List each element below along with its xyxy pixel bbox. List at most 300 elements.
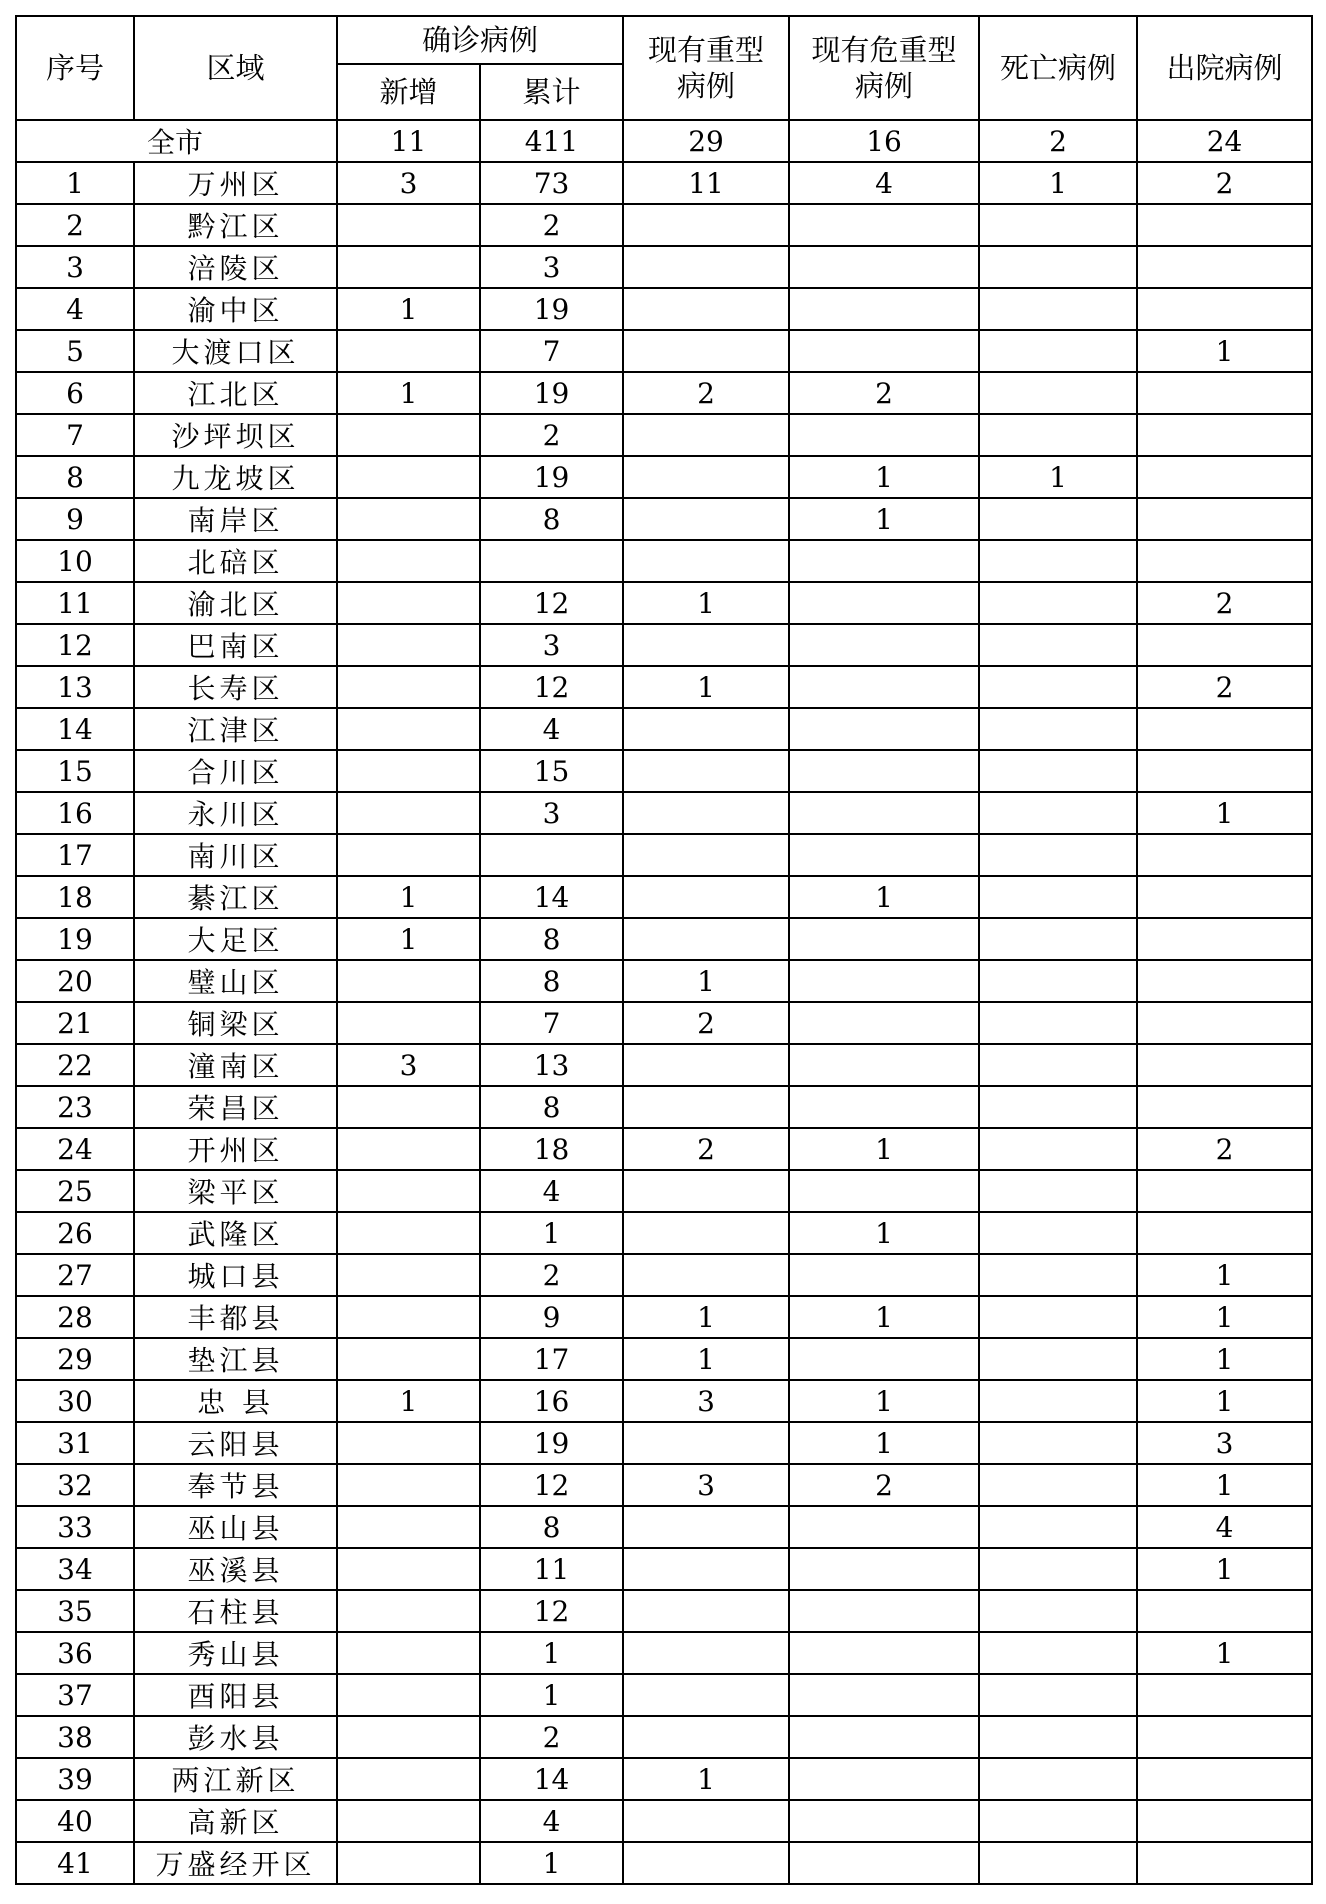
critical-cell: 1 xyxy=(789,1296,979,1338)
seq-cell: 2 xyxy=(16,204,134,246)
confirmed-total-cell: 12 xyxy=(480,1464,623,1506)
seq-cell: 39 xyxy=(16,1758,134,1800)
critical-cell: 1 xyxy=(789,456,979,498)
critical-cell xyxy=(789,960,979,1002)
table-row xyxy=(16,1800,1312,1842)
seq-cell: 24 xyxy=(16,1128,134,1170)
critical-cell xyxy=(789,1674,979,1716)
table-row xyxy=(16,792,1312,834)
discharged-cell: 2 xyxy=(1137,1128,1312,1170)
seq-cell: 38 xyxy=(16,1716,134,1758)
deaths-cell xyxy=(979,1422,1137,1464)
confirmed-new-cell xyxy=(337,1212,480,1254)
region-cell: 荣昌区 xyxy=(134,1086,337,1128)
confirmed-new-cell xyxy=(337,1422,480,1464)
seq-cell: 40 xyxy=(16,1800,134,1842)
deaths-cell xyxy=(979,372,1137,414)
severe-cell: 3 xyxy=(623,1380,789,1422)
confirmed-total-cell: 12 xyxy=(480,582,623,624)
severe-cell xyxy=(623,708,789,750)
region-cell: 大渡口区 xyxy=(134,330,337,372)
confirmed-total-cell: 8 xyxy=(480,1506,623,1548)
discharged-cell xyxy=(1137,960,1312,1002)
discharged-cell xyxy=(1137,834,1312,876)
seq-cell: 17 xyxy=(16,834,134,876)
critical-cell xyxy=(789,1632,979,1674)
region-cell: 巫山县 xyxy=(134,1506,337,1548)
confirmed-new-cell xyxy=(337,498,480,540)
confirmed-total-cell: 2 xyxy=(480,1716,623,1758)
region-cell: 渝中区 xyxy=(134,288,337,330)
discharged-cell: 4 xyxy=(1137,1506,1312,1548)
discharged-cell: 1 xyxy=(1137,792,1312,834)
confirmed-new-cell: 1 xyxy=(337,1380,480,1422)
severe-cell xyxy=(623,1632,789,1674)
seq-cell: 4 xyxy=(16,288,134,330)
table-row xyxy=(16,1212,1312,1254)
table-row xyxy=(16,1506,1312,1548)
seq-cell: 26 xyxy=(16,1212,134,1254)
table-row xyxy=(16,1842,1312,1884)
deaths-cell xyxy=(979,1548,1137,1590)
seq-cell: 31 xyxy=(16,1422,134,1464)
table-row xyxy=(16,834,1312,876)
severe-cell xyxy=(623,1548,789,1590)
severe-cell xyxy=(623,834,789,876)
discharged-cell: 1 xyxy=(1137,1296,1312,1338)
table-row xyxy=(16,1548,1312,1590)
deaths-cell xyxy=(979,1128,1137,1170)
critical-cell: 2 xyxy=(789,1464,979,1506)
seq-cell: 15 xyxy=(16,750,134,792)
discharged-cell xyxy=(1137,1842,1312,1884)
discharged-cell xyxy=(1137,498,1312,540)
severe-cell: 2 xyxy=(623,1002,789,1044)
region-cell: 江津区 xyxy=(134,708,337,750)
header-severe: 现有重型病例 xyxy=(623,16,789,120)
discharged-cell xyxy=(1137,708,1312,750)
confirmed-total-cell: 7 xyxy=(480,330,623,372)
confirmed-new-cell: 3 xyxy=(337,1044,480,1086)
table-row xyxy=(16,1674,1312,1716)
critical-cell xyxy=(789,330,979,372)
critical-cell: 4 xyxy=(789,162,979,204)
seq-cell: 25 xyxy=(16,1170,134,1212)
confirmed-new-cell: 1 xyxy=(337,918,480,960)
severe-cell xyxy=(623,246,789,288)
severe-cell: 2 xyxy=(623,1128,789,1170)
discharged-cell: 2 xyxy=(1137,666,1312,708)
severe-cell xyxy=(623,204,789,246)
discharged-cell: 1 xyxy=(1137,1338,1312,1380)
seq-cell: 34 xyxy=(16,1548,134,1590)
severe-cell xyxy=(623,1506,789,1548)
seq-cell: 1 xyxy=(16,162,134,204)
confirmed-total-cell: 2 xyxy=(480,204,623,246)
discharged-cell xyxy=(1137,1002,1312,1044)
severe-cell: 2 xyxy=(623,372,789,414)
discharged-cell xyxy=(1137,1212,1312,1254)
table-row xyxy=(16,1254,1312,1296)
deaths-cell xyxy=(979,1716,1137,1758)
discharged-cell xyxy=(1137,246,1312,288)
confirmed-total-cell: 11 xyxy=(480,1548,623,1590)
discharged-cell xyxy=(1137,456,1312,498)
region-cell: 九龙坡区 xyxy=(134,456,337,498)
deaths-cell xyxy=(979,1296,1137,1338)
discharged-cell xyxy=(1137,1590,1312,1632)
header-discharged: 出院病例 xyxy=(1137,16,1312,120)
severe-cell: 1 xyxy=(623,582,789,624)
discharged-cell xyxy=(1137,414,1312,456)
region-cell: 彭水县 xyxy=(134,1716,337,1758)
confirmed-new-cell xyxy=(337,246,480,288)
deaths-cell xyxy=(979,624,1137,666)
region-cell: 北碚区 xyxy=(134,540,337,582)
confirmed-new-cell xyxy=(337,1674,480,1716)
table-row xyxy=(16,750,1312,792)
discharged-cell xyxy=(1137,876,1312,918)
discharged-cell xyxy=(1137,750,1312,792)
region-cell: 武隆区 xyxy=(134,1212,337,1254)
table-row xyxy=(16,204,1312,246)
severe-cell xyxy=(623,498,789,540)
region-cell: 潼南区 xyxy=(134,1044,337,1086)
confirmed-total-cell: 1 xyxy=(480,1632,623,1674)
discharged-cell: 2 xyxy=(1137,582,1312,624)
critical-cell xyxy=(789,792,979,834)
seq-cell: 20 xyxy=(16,960,134,1002)
confirmed-new-cell xyxy=(337,1464,480,1506)
summary-deaths: 2 xyxy=(979,120,1137,162)
deaths-cell: 1 xyxy=(979,456,1137,498)
severe-cell: 1 xyxy=(623,666,789,708)
confirmed-new-cell: 1 xyxy=(337,288,480,330)
severe-cell: 11 xyxy=(623,162,789,204)
seq-cell: 18 xyxy=(16,876,134,918)
table-row xyxy=(16,498,1312,540)
header-confirmed-total: 累计 xyxy=(480,64,623,120)
seq-cell: 11 xyxy=(16,582,134,624)
table-row xyxy=(16,1758,1312,1800)
severe-cell xyxy=(623,540,789,582)
severe-cell xyxy=(623,1590,789,1632)
seq-cell: 21 xyxy=(16,1002,134,1044)
severe-cell: 1 xyxy=(623,1758,789,1800)
seq-cell: 6 xyxy=(16,372,134,414)
critical-cell xyxy=(789,1170,979,1212)
critical-cell xyxy=(789,414,979,456)
table-row xyxy=(16,288,1312,330)
region-cell: 丰都县 xyxy=(134,1296,337,1338)
table-row xyxy=(16,1590,1312,1632)
confirmed-new-cell xyxy=(337,204,480,246)
confirmed-total-cell: 7 xyxy=(480,1002,623,1044)
summary-total: 411 xyxy=(480,120,623,162)
region-cell: 垫江县 xyxy=(134,1338,337,1380)
header-confirmed: 确诊病例 xyxy=(337,16,623,64)
table-row xyxy=(16,1380,1312,1422)
deaths-cell xyxy=(979,1212,1137,1254)
table-row xyxy=(16,330,1312,372)
header-deaths: 死亡病例 xyxy=(979,16,1137,120)
discharged-cell xyxy=(1137,1716,1312,1758)
region-cell: 酉阳县 xyxy=(134,1674,337,1716)
critical-cell: 1 xyxy=(789,876,979,918)
deaths-cell xyxy=(979,1506,1137,1548)
table-row xyxy=(16,372,1312,414)
confirmed-new-cell xyxy=(337,1548,480,1590)
header-region: 区域 xyxy=(134,16,337,120)
confirmed-total-cell: 1 xyxy=(480,1212,623,1254)
severe-cell xyxy=(623,1212,789,1254)
table-row xyxy=(16,1296,1312,1338)
table-row xyxy=(16,414,1312,456)
severe-cell xyxy=(623,414,789,456)
severe-cell xyxy=(623,1674,789,1716)
seq-cell: 23 xyxy=(16,1086,134,1128)
confirmed-new-cell xyxy=(337,456,480,498)
critical-cell xyxy=(789,582,979,624)
deaths-cell xyxy=(979,288,1137,330)
severe-cell xyxy=(623,1800,789,1842)
confirmed-total-cell: 8 xyxy=(480,960,623,1002)
summary-new: 11 xyxy=(337,120,480,162)
confirmed-total-cell: 8 xyxy=(480,1086,623,1128)
discharged-cell: 1 xyxy=(1137,1464,1312,1506)
table-row xyxy=(16,1002,1312,1044)
region-cell: 高新区 xyxy=(134,1800,337,1842)
critical-cell xyxy=(789,204,979,246)
seq-cell: 22 xyxy=(16,1044,134,1086)
seq-cell: 27 xyxy=(16,1254,134,1296)
confirmed-total-cell: 16 xyxy=(480,1380,623,1422)
confirmed-new-cell xyxy=(337,1086,480,1128)
confirmed-new-cell xyxy=(337,1296,480,1338)
region-cell: 忠 县 xyxy=(134,1380,337,1422)
discharged-cell: 1 xyxy=(1137,1548,1312,1590)
confirmed-new-cell xyxy=(337,1254,480,1296)
critical-cell xyxy=(789,1086,979,1128)
severe-cell xyxy=(623,876,789,918)
critical-cell xyxy=(789,708,979,750)
table-row xyxy=(16,1086,1312,1128)
deaths-cell xyxy=(979,1338,1137,1380)
critical-cell: 2 xyxy=(789,372,979,414)
confirmed-new-cell xyxy=(337,582,480,624)
region-cell: 秀山县 xyxy=(134,1632,337,1674)
confirmed-total-cell: 19 xyxy=(480,456,623,498)
confirmed-new-cell: 3 xyxy=(337,162,480,204)
region-cell: 黔江区 xyxy=(134,204,337,246)
table-row xyxy=(16,582,1312,624)
critical-cell xyxy=(789,1800,979,1842)
confirmed-total-cell: 8 xyxy=(480,498,623,540)
region-cell: 万盛经开区 xyxy=(134,1842,337,1884)
severe-cell xyxy=(623,330,789,372)
discharged-cell: 3 xyxy=(1137,1422,1312,1464)
table-row xyxy=(16,1044,1312,1086)
seq-cell: 41 xyxy=(16,1842,134,1884)
critical-cell xyxy=(789,1254,979,1296)
critical-cell xyxy=(789,1548,979,1590)
seq-cell: 30 xyxy=(16,1380,134,1422)
confirmed-new-cell xyxy=(337,330,480,372)
critical-cell: 1 xyxy=(789,498,979,540)
seq-cell: 35 xyxy=(16,1590,134,1632)
discharged-cell xyxy=(1137,288,1312,330)
table-body xyxy=(16,120,1312,1884)
severe-cell xyxy=(623,1170,789,1212)
confirmed-total-cell: 18 xyxy=(480,1128,623,1170)
confirmed-total-cell: 15 xyxy=(480,750,623,792)
summary-severe: 29 xyxy=(623,120,789,162)
discharged-cell: 1 xyxy=(1137,1632,1312,1674)
seq-cell: 37 xyxy=(16,1674,134,1716)
confirmed-total-cell: 3 xyxy=(480,792,623,834)
confirmed-new-cell xyxy=(337,750,480,792)
deaths-cell xyxy=(979,666,1137,708)
confirmed-total-cell: 17 xyxy=(480,1338,623,1380)
region-cell: 奉节县 xyxy=(134,1464,337,1506)
confirmed-total-cell: 3 xyxy=(480,624,623,666)
seq-cell: 28 xyxy=(16,1296,134,1338)
confirmed-new-cell xyxy=(337,1716,480,1758)
critical-cell: 1 xyxy=(789,1212,979,1254)
region-cell: 南岸区 xyxy=(134,498,337,540)
discharged-cell xyxy=(1137,1170,1312,1212)
deaths-cell xyxy=(979,498,1137,540)
deaths-cell xyxy=(979,918,1137,960)
confirmed-new-cell xyxy=(337,1632,480,1674)
seq-cell: 33 xyxy=(16,1506,134,1548)
confirmed-new-cell xyxy=(337,1170,480,1212)
discharged-cell: 1 xyxy=(1137,1380,1312,1422)
confirmed-total-cell: 9 xyxy=(480,1296,623,1338)
severe-cell xyxy=(623,1044,789,1086)
confirmed-new-cell xyxy=(337,1002,480,1044)
region-cell: 璧山区 xyxy=(134,960,337,1002)
region-cell: 涪陵区 xyxy=(134,246,337,288)
discharged-cell: 1 xyxy=(1137,330,1312,372)
critical-cell: 1 xyxy=(789,1380,979,1422)
confirmed-new-cell xyxy=(337,1128,480,1170)
summary-row xyxy=(16,120,1312,162)
confirmed-new-cell xyxy=(337,540,480,582)
deaths-cell xyxy=(979,1758,1137,1800)
critical-cell xyxy=(789,288,979,330)
region-cell: 石柱县 xyxy=(134,1590,337,1632)
critical-cell xyxy=(789,1716,979,1758)
deaths-cell xyxy=(979,792,1137,834)
discharged-cell xyxy=(1137,372,1312,414)
table-row xyxy=(16,960,1312,1002)
seq-cell: 10 xyxy=(16,540,134,582)
deaths-cell xyxy=(979,330,1137,372)
seq-cell: 29 xyxy=(16,1338,134,1380)
critical-cell xyxy=(789,834,979,876)
deaths-cell xyxy=(979,1002,1137,1044)
header-critical: 现有危重型病例 xyxy=(789,16,979,120)
table-row xyxy=(16,1464,1312,1506)
critical-cell xyxy=(789,1758,979,1800)
discharged-cell xyxy=(1137,918,1312,960)
deaths-cell xyxy=(979,1632,1137,1674)
region-cell: 两江新区 xyxy=(134,1758,337,1800)
confirmed-total-cell: 3 xyxy=(480,246,623,288)
region-cell: 大足区 xyxy=(134,918,337,960)
severe-cell: 1 xyxy=(623,960,789,1002)
summary-critical: 16 xyxy=(789,120,979,162)
deaths-cell xyxy=(979,1800,1137,1842)
seq-cell: 19 xyxy=(16,918,134,960)
region-cell: 巴南区 xyxy=(134,624,337,666)
confirmed-new-cell xyxy=(337,414,480,456)
deaths-cell xyxy=(979,1254,1137,1296)
confirmed-new-cell xyxy=(337,1590,480,1632)
deaths-cell xyxy=(979,582,1137,624)
confirmed-total-cell: 19 xyxy=(480,372,623,414)
severe-cell: 3 xyxy=(623,1464,789,1506)
seq-cell: 16 xyxy=(16,792,134,834)
confirmed-total-cell: 1 xyxy=(480,1674,623,1716)
region-cell: 开州区 xyxy=(134,1128,337,1170)
region-cell: 梁平区 xyxy=(134,1170,337,1212)
table-row xyxy=(16,162,1312,204)
critical-cell xyxy=(789,666,979,708)
confirmed-new-cell xyxy=(337,708,480,750)
region-cell: 城口县 xyxy=(134,1254,337,1296)
confirmed-total-cell xyxy=(480,834,623,876)
case-statistics-table xyxy=(15,15,1313,1885)
severe-cell xyxy=(623,624,789,666)
summary-discharged: 24 xyxy=(1137,120,1312,162)
confirmed-total-cell: 19 xyxy=(480,1422,623,1464)
region-cell: 合川区 xyxy=(134,750,337,792)
confirmed-new-cell: 1 xyxy=(337,876,480,918)
discharged-cell xyxy=(1137,1044,1312,1086)
region-cell: 永川区 xyxy=(134,792,337,834)
confirmed-total-cell: 73 xyxy=(480,162,623,204)
severe-cell xyxy=(623,792,789,834)
summary-label: 全市 xyxy=(16,120,337,162)
critical-cell xyxy=(789,918,979,960)
severe-cell: 1 xyxy=(623,1296,789,1338)
confirmed-total-cell xyxy=(480,540,623,582)
critical-cell xyxy=(789,624,979,666)
critical-cell xyxy=(789,246,979,288)
confirmed-new-cell xyxy=(337,1338,480,1380)
confirmed-new-cell xyxy=(337,1842,480,1884)
severe-cell xyxy=(623,456,789,498)
deaths-cell xyxy=(979,1380,1137,1422)
table-row xyxy=(16,1128,1312,1170)
confirmed-total-cell: 12 xyxy=(480,666,623,708)
region-cell: 綦江区 xyxy=(134,876,337,918)
critical-cell xyxy=(789,1842,979,1884)
deaths-cell xyxy=(979,1674,1137,1716)
confirmed-new-cell xyxy=(337,834,480,876)
deaths-cell xyxy=(979,246,1137,288)
seq-cell: 36 xyxy=(16,1632,134,1674)
discharged-cell xyxy=(1137,1800,1312,1842)
severe-cell xyxy=(623,918,789,960)
discharged-cell xyxy=(1137,1086,1312,1128)
seq-cell: 13 xyxy=(16,666,134,708)
deaths-cell xyxy=(979,876,1137,918)
confirmed-total-cell: 14 xyxy=(480,876,623,918)
confirmed-new-cell xyxy=(337,1506,480,1548)
